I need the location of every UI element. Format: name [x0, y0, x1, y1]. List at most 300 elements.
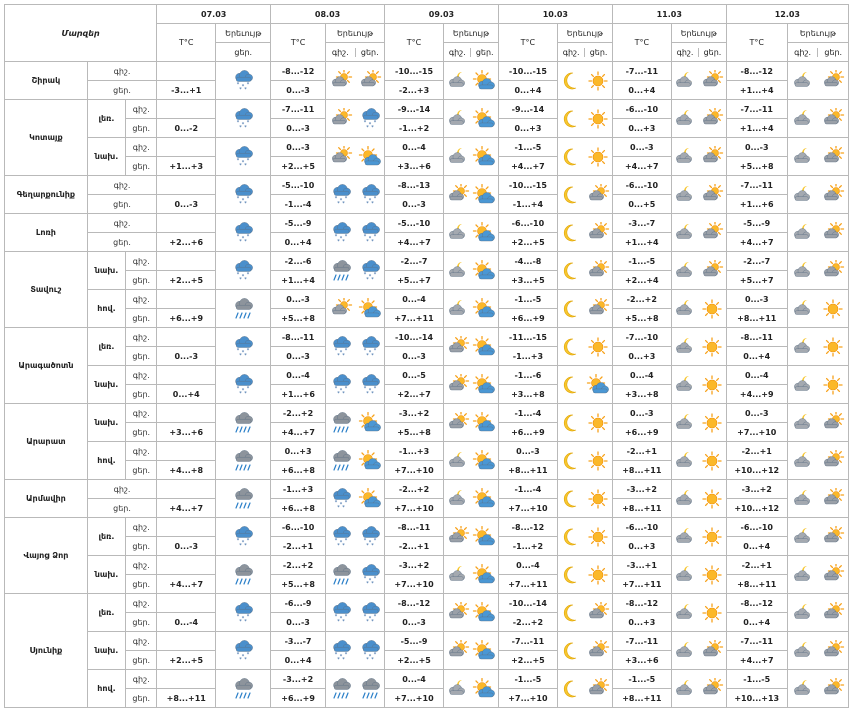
temperature-range: -3...+2	[271, 670, 326, 689]
night-moon-icon	[559, 336, 583, 358]
svg-text:*: *	[344, 233, 347, 240]
temperature-range: +8...+11	[612, 499, 671, 518]
temperature-range: -1...-5	[498, 138, 557, 157]
svg-text:*: *	[241, 539, 245, 546]
night-cloud-moon-icon	[446, 488, 470, 510]
temperature-range: -5...-9	[726, 214, 787, 233]
snow-cloud-icon	[231, 602, 255, 624]
day-sun-cloud-icon	[472, 488, 496, 510]
svg-text:*: *	[370, 618, 374, 624]
svg-text:*: *	[373, 537, 376, 544]
forecast-row	[5, 62, 849, 81]
weather-icon-cell	[326, 404, 385, 442]
svg-text:*: *	[341, 504, 345, 510]
night-cloud-sun-icon	[446, 526, 470, 548]
temperature-range: -1...-6	[498, 366, 557, 385]
weather-icon-cell	[671, 328, 726, 366]
day-sun-cloud-icon	[472, 602, 496, 624]
zone-name: հով.	[87, 670, 125, 708]
rain-cloud-icon	[231, 488, 255, 510]
temperature-range: -10...-15	[498, 176, 557, 195]
night-cloud-moon-icon	[791, 146, 815, 168]
temperature-range: 0...+4	[157, 385, 216, 404]
temperature-range: +6...+9	[498, 423, 557, 442]
temperature-range: 0...-3	[726, 290, 787, 309]
day-sun-icon	[586, 108, 610, 130]
temperature-range: 0...+3	[612, 613, 671, 632]
night-cloud-moon-icon	[673, 450, 697, 472]
period-label: գիշ.	[87, 62, 156, 81]
svg-text:*: *	[246, 613, 250, 620]
zone-name: լեռ.	[87, 328, 125, 366]
period-label: գիշ.	[126, 594, 157, 613]
day-period-header: ցեր.	[584, 48, 611, 57]
temperature-range: -6...-10	[498, 214, 557, 233]
period-label: ցեր.	[126, 537, 157, 556]
temperature-range: +5...+7	[726, 271, 787, 290]
svg-text:*: *	[334, 651, 337, 658]
svg-text:*: *	[368, 577, 371, 584]
weather-icon-cell	[787, 100, 848, 138]
temperature-range	[157, 442, 216, 461]
temperature-range: 0...-3	[271, 613, 326, 632]
temperature-range: -6...-9	[271, 594, 326, 613]
temperature-range: 0...+5	[612, 195, 671, 214]
weather-icon-cell	[671, 594, 726, 632]
temperature-range	[157, 404, 216, 423]
temperature-range: -7...-11	[726, 632, 787, 651]
svg-text:*: *	[370, 238, 374, 244]
svg-text:*: *	[368, 349, 371, 356]
weather-icon-cell	[557, 290, 612, 328]
day-sun-icon	[586, 488, 610, 510]
svg-text:*: *	[368, 653, 371, 660]
weather-icon-cell	[557, 480, 612, 518]
svg-text:*: *	[365, 618, 369, 624]
svg-text:*: *	[365, 542, 369, 548]
svg-text:*: *	[344, 651, 347, 658]
day-sun-cloud-icon	[472, 222, 496, 244]
weather-icon-cell	[326, 442, 385, 480]
temperature-range: -7...-11	[726, 100, 787, 119]
temperature-range: -1...-5	[726, 670, 787, 689]
temperature-range: -1...+3	[385, 442, 444, 461]
night-cloud-moon-icon	[446, 450, 470, 472]
temp-column-header: T°C	[157, 24, 216, 62]
weather-icon-cell	[671, 290, 726, 328]
temperature-range: +2...+5	[157, 651, 216, 670]
temperature-range: -2...+2	[612, 290, 671, 309]
temperature-range: +5...+8	[385, 423, 444, 442]
day-cloud-sun-icon	[821, 108, 845, 130]
day-cloud-sun-icon	[821, 640, 845, 662]
day-period-header: ցեր.	[216, 43, 271, 62]
weather-icon-cell	[671, 632, 726, 670]
day-sun-icon	[821, 336, 845, 358]
temperature-range: 0...-3	[271, 290, 326, 309]
temperature-range: +7...+11	[385, 309, 444, 328]
temperature-range: -1...-5	[612, 252, 671, 271]
temperature-range: 0...-4	[385, 670, 444, 689]
temperature-range: -6...-10	[612, 176, 671, 195]
svg-text:*: *	[241, 615, 245, 622]
period-label: գիշ.	[126, 442, 157, 461]
day-sun-cloud-icon	[472, 108, 496, 130]
weather-table	[4, 4, 849, 708]
day-sun-icon	[700, 374, 724, 396]
weather-icon-cell	[216, 480, 271, 518]
night-period-header: գիշ.	[448, 47, 466, 57]
svg-text:*: *	[239, 238, 242, 244]
weather-icon-cell	[444, 556, 499, 594]
svg-text:*: *	[341, 390, 345, 396]
night-cloud-moon-icon	[673, 146, 697, 168]
night-period-header: գիշ.	[562, 47, 580, 57]
zone-name: հով.	[87, 290, 125, 328]
night-moon-icon	[559, 298, 583, 320]
night-cloud-moon-icon	[673, 564, 697, 586]
night-cloud-moon-icon	[446, 260, 470, 282]
day-sun-cloud-icon	[358, 488, 382, 510]
svg-text:*: *	[368, 615, 371, 622]
region-name: Արարատ	[5, 404, 88, 480]
svg-text:*: *	[370, 200, 374, 206]
forecast-row	[5, 404, 849, 423]
day-sun-cloud-icon	[358, 146, 382, 168]
svg-text:*: *	[341, 352, 345, 358]
temperature-range: +10...+12	[726, 461, 787, 480]
temperature-range: -4...-8	[498, 252, 557, 271]
weather-icon-cell	[557, 214, 612, 252]
region-name: Լոռի	[5, 214, 88, 252]
period-label: գիշ.	[126, 366, 157, 385]
svg-text:*: *	[363, 119, 366, 126]
svg-text:*: *	[336, 352, 340, 358]
day-sun-icon	[586, 526, 610, 548]
svg-text:*: *	[344, 499, 347, 506]
weather-icon-cell	[671, 556, 726, 594]
svg-text:*: *	[370, 580, 374, 586]
forecast-row	[5, 252, 849, 271]
temperature-range: +5...+8	[271, 309, 326, 328]
day-date: 08.03	[271, 5, 385, 24]
temperature-range	[157, 138, 216, 157]
night-cloud-moon-icon	[791, 222, 815, 244]
svg-text:*: *	[368, 387, 371, 394]
period-label: ցեր.	[87, 195, 156, 214]
temperature-range: +1...+3	[157, 157, 216, 176]
period-label: գիշ.	[126, 290, 157, 309]
weather-icon-cell	[216, 556, 271, 594]
svg-text:*: *	[244, 656, 247, 662]
temperature-range: +4...+7	[385, 233, 444, 252]
temperature-range	[157, 632, 216, 651]
svg-text:*: *	[344, 195, 347, 202]
weather-icon-cell	[444, 404, 499, 442]
day-sun-icon	[700, 602, 724, 624]
weather-icon-cell	[787, 328, 848, 366]
temperature-range: +7...+10	[385, 461, 444, 480]
temperature-range: -8...-11	[271, 328, 326, 347]
day-cloud-sun-icon	[821, 488, 845, 510]
svg-text:*: *	[363, 233, 366, 240]
period-label: ցեր.	[87, 233, 156, 252]
night-cloud-moon-icon	[446, 146, 470, 168]
temperature-range: +1...+4	[726, 119, 787, 138]
night-moon-icon	[559, 108, 583, 130]
temperature-range: -3...+1	[612, 556, 671, 575]
period-headers	[326, 43, 385, 62]
svg-text:*: *	[336, 390, 340, 396]
day-snow-cloud-icon	[358, 184, 382, 206]
temperature-range: 0...-4	[385, 138, 444, 157]
period-label: ցեր.	[126, 575, 157, 594]
night-cloud-sun-icon	[329, 108, 353, 130]
temperature-range: 0...+4	[498, 81, 557, 100]
day-sun-cloud-icon	[358, 450, 382, 472]
zone-name: նախ.	[87, 404, 125, 442]
snow-cloud-icon	[231, 184, 255, 206]
temperature-range: -8...-11	[385, 518, 444, 537]
day-cloud-sun-icon	[821, 602, 845, 624]
weather-icon-cell	[216, 214, 271, 252]
night-moon-icon	[559, 222, 583, 244]
svg-text:*: *	[239, 618, 242, 624]
temperature-range: +2...+4	[612, 271, 671, 290]
temperature-range: 0...+3	[271, 442, 326, 461]
period-headers	[557, 43, 612, 62]
weather-icon-cell	[444, 252, 499, 290]
temperature-range: +6...+8	[271, 499, 326, 518]
temperature-range	[157, 594, 216, 613]
night-cloud-moon-icon	[673, 602, 697, 624]
temperature-range: +7...+10	[498, 689, 557, 708]
svg-text:*: *	[244, 542, 247, 548]
temperature-range: +6...+9	[612, 423, 671, 442]
temperature-range: 0...-4	[271, 366, 326, 385]
svg-text:*: *	[236, 119, 240, 126]
svg-text:*: *	[344, 613, 347, 620]
weather-icon-cell	[671, 62, 726, 100]
night-snow-cloud-icon	[329, 640, 353, 662]
temperature-range: -7...-11	[498, 632, 557, 651]
svg-text:*: *	[363, 347, 366, 354]
night-moon-icon	[559, 640, 583, 662]
weather-icon-cell	[787, 670, 848, 708]
svg-text:*: *	[365, 656, 369, 662]
temperature-range: 0...-3	[157, 347, 216, 366]
period-label: ցեր.	[126, 119, 157, 138]
svg-text:*: *	[246, 651, 250, 658]
night-cloud-moon-icon	[791, 564, 815, 586]
weather-icon-cell	[787, 442, 848, 480]
svg-text:*: *	[236, 195, 240, 202]
day-sun-icon	[586, 412, 610, 434]
svg-text:*: *	[241, 387, 245, 394]
svg-text:*: *	[365, 580, 369, 586]
temperature-range: +4...+7	[726, 233, 787, 252]
temperature-range: -2...+1	[612, 442, 671, 461]
night-rain-cloud-icon	[329, 564, 353, 586]
temperature-range: -7...-11	[612, 62, 671, 81]
period-headers	[671, 43, 726, 62]
day-cloud-sun-icon	[586, 602, 610, 624]
snow-cloud-icon	[231, 70, 255, 92]
weather-icon-cell	[787, 214, 848, 252]
weather-icon-cell	[216, 594, 271, 632]
svg-text:*: *	[239, 162, 242, 168]
temperature-range: 0...-2	[157, 119, 216, 138]
day-sun-cloud-icon	[472, 260, 496, 282]
weather-icon-cell	[444, 138, 499, 176]
temperature-range: 0...-3	[271, 347, 326, 366]
period-label: գիշ.	[87, 214, 156, 233]
svg-text:*: *	[334, 385, 337, 392]
svg-text:*: *	[244, 200, 247, 206]
night-moon-icon	[559, 146, 583, 168]
day-cloud-sun-icon	[821, 678, 845, 700]
temperature-range: 0...-3	[385, 347, 444, 366]
weather-icon-cell	[557, 404, 612, 442]
svg-text:*: *	[236, 347, 240, 354]
temperature-range: +3...+8	[612, 385, 671, 404]
day-cloud-sun-icon	[700, 678, 724, 700]
svg-text:*: *	[336, 200, 340, 206]
day-sun-icon	[586, 146, 610, 168]
period-label: գիշ.	[126, 252, 157, 271]
period-label: ցեր.	[126, 651, 157, 670]
table-title: Մարզեր	[5, 5, 157, 62]
temperature-range: +6...+8	[271, 461, 326, 480]
temperature-range: 0...+4	[726, 347, 787, 366]
temperature-range: -2...-7	[726, 252, 787, 271]
weather-icon-cell	[671, 366, 726, 404]
svg-text:*: *	[341, 542, 345, 548]
temperature-range: -10...-14	[385, 328, 444, 347]
weather-icon-cell	[671, 670, 726, 708]
temperature-range: +3...+5	[498, 271, 557, 290]
svg-text:*: *	[239, 656, 242, 662]
day-period-header: ցեր.	[698, 48, 725, 57]
temperature-range: -9...-14	[498, 100, 557, 119]
forecast-row	[5, 290, 849, 309]
day-sun-cloud-icon	[472, 184, 496, 206]
period-label: գիշ.	[87, 480, 156, 499]
period-label: գիշ.	[126, 670, 157, 689]
weather-icon-cell	[557, 62, 612, 100]
night-snow-cloud-icon	[329, 336, 353, 358]
svg-text:*: *	[246, 233, 250, 240]
svg-text:*: *	[373, 575, 376, 582]
temperature-range: -2...+1	[726, 442, 787, 461]
temperature-range: -2...+2	[271, 556, 326, 575]
temperature-range: +5...+8	[271, 575, 326, 594]
zone-name: լեռ.	[87, 518, 125, 556]
day-date: 07.03	[157, 5, 271, 24]
svg-text:*: *	[341, 238, 345, 244]
svg-text:*: *	[370, 390, 374, 396]
day-date: 10.03	[498, 5, 612, 24]
zone-name: լեռ.	[87, 100, 125, 138]
period-label: ցեր.	[126, 385, 157, 404]
night-cloud-sun-icon	[446, 412, 470, 434]
temperature-range: -1...-5	[498, 670, 557, 689]
night-cloud-sun-icon	[446, 602, 470, 624]
temperature-range: +7...+10	[385, 689, 444, 708]
weather-icon-cell	[326, 100, 385, 138]
svg-text:*: *	[363, 537, 366, 544]
day-sun-icon	[700, 488, 724, 510]
day-cloud-sun-icon	[700, 184, 724, 206]
svg-text:*: *	[246, 537, 250, 544]
region-name: Վայոց Ձոր	[5, 518, 88, 594]
day-sun-icon	[700, 450, 724, 472]
night-cloud-sun-icon	[329, 298, 353, 320]
temperature-range: +4...+7	[726, 651, 787, 670]
night-cloud-moon-icon	[791, 260, 815, 282]
svg-text:*: *	[365, 390, 369, 396]
day-cloud-sun-icon	[358, 70, 382, 92]
period-label: գիշ.	[126, 328, 157, 347]
period-label: ցեր.	[126, 613, 157, 632]
forecast-row	[5, 138, 849, 157]
night-cloud-moon-icon	[673, 336, 697, 358]
temperature-range: +5...+8	[726, 157, 787, 176]
temperature-range: -2...+1	[271, 537, 326, 556]
period-label: գիշ.	[126, 632, 157, 651]
weather-icon-cell	[216, 138, 271, 176]
svg-text:*: *	[344, 385, 347, 392]
svg-text:*: *	[336, 656, 340, 662]
weather-column-header: Երեւույթ	[326, 24, 385, 43]
temperature-range: +1...+6	[271, 385, 326, 404]
temperature-range: 0...-3	[385, 195, 444, 214]
svg-text:*: *	[241, 653, 245, 660]
temperature-range: -2...+2	[498, 613, 557, 632]
day-cloud-sun-icon	[586, 222, 610, 244]
temperature-range: +10...+13	[726, 689, 787, 708]
day-sun-cloud-icon	[358, 412, 382, 434]
period-label: ցեր.	[126, 461, 157, 480]
svg-text:*: *	[244, 276, 247, 282]
temperature-range: +7...+10	[385, 575, 444, 594]
weather-icon-cell	[444, 518, 499, 556]
svg-text:*: *	[365, 238, 369, 244]
weather-icon-cell	[326, 62, 385, 100]
weather-icon-cell	[671, 138, 726, 176]
region-name: Սյունիք	[5, 594, 88, 708]
temperature-range: -9...-14	[385, 100, 444, 119]
day-cloud-sun-icon	[821, 260, 845, 282]
temperature-range: 0...-5	[385, 366, 444, 385]
weather-icon-cell	[216, 252, 271, 290]
svg-text:*: *	[239, 390, 242, 396]
svg-text:*: *	[339, 615, 342, 622]
temperature-range: -6...-10	[612, 100, 671, 119]
svg-text:*: *	[368, 197, 371, 204]
weather-icon-cell	[557, 556, 612, 594]
day-cloud-sun-icon	[700, 260, 724, 282]
day-period-header: ցեր.	[817, 48, 848, 57]
svg-text:*: *	[244, 124, 247, 130]
svg-text:*: *	[244, 390, 247, 396]
night-cloud-moon-icon	[446, 564, 470, 586]
temperature-range: 0...-4	[726, 366, 787, 385]
period-label: գիշ.	[126, 138, 157, 157]
temperature-range	[157, 290, 216, 309]
night-moon-icon	[559, 412, 583, 434]
weather-icon-cell	[787, 366, 848, 404]
